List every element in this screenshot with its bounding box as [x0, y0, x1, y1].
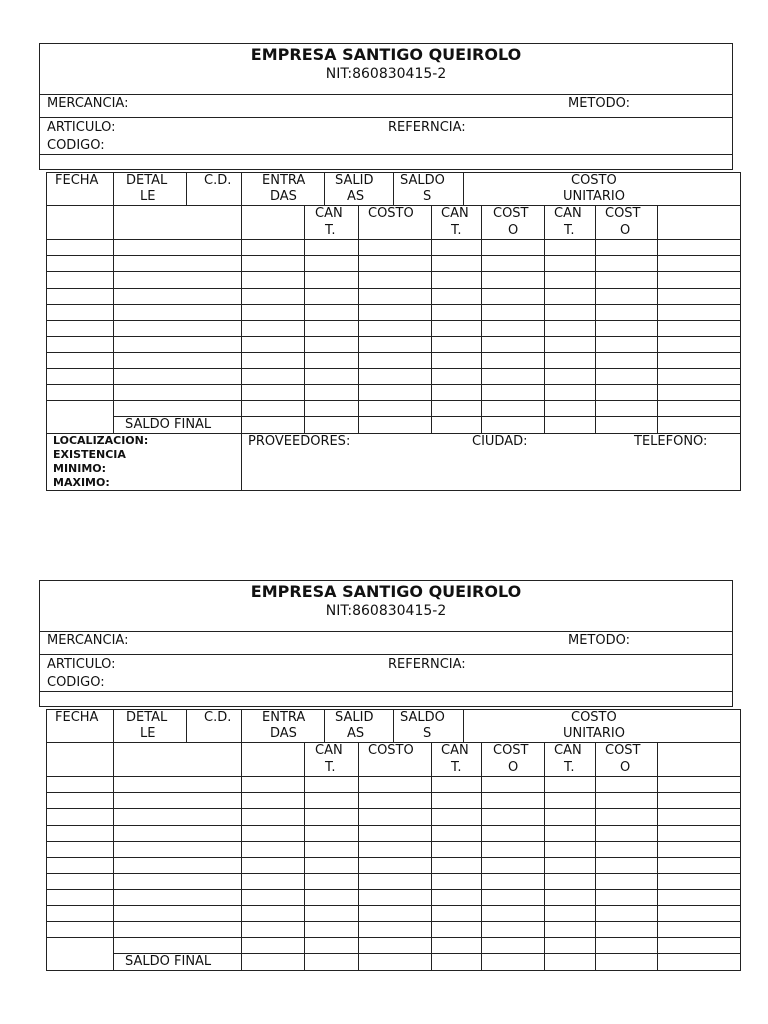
sub-costo: O: [508, 760, 519, 775]
col-entradas: ENTRA: [262, 710, 306, 725]
inventory-card-2: [0, 537, 768, 977]
company-nit: NIT:860830415-2: [325, 66, 447, 82]
sub-cant: T.: [451, 223, 462, 238]
articulo-label: ARTICULO:: [47, 120, 116, 135]
saldo-final-label: SALDO FINAL: [125, 417, 212, 432]
rule: [186, 709, 187, 742]
rule: [740, 709, 741, 971]
rule: [39, 631, 733, 632]
col-saldos: SALDO: [400, 710, 445, 725]
rule: [39, 654, 733, 655]
existencia-label: EXISTENCIA: [53, 448, 126, 461]
rule: [39, 117, 733, 118]
rule: [544, 742, 545, 970]
saldo-final-label: SALDO FINAL: [125, 954, 212, 969]
rule: [46, 490, 741, 491]
sub-costo: O: [620, 223, 631, 238]
sub-costo: O: [620, 760, 631, 775]
col-cd: C.D.: [204, 173, 232, 188]
sub-costo: O: [508, 223, 519, 238]
rule: [46, 776, 741, 777]
col-fecha: FECHA: [55, 710, 99, 725]
col-salidas: SALID: [335, 173, 374, 188]
ciudad-label: CIUDAD:: [472, 434, 528, 449]
rule: [304, 205, 305, 433]
rule: [46, 239, 741, 240]
rule: [46, 873, 741, 874]
company-name: EMPRESA SANTIGO QUEIROLO: [250, 45, 522, 64]
rule: [463, 709, 464, 742]
rule: [46, 709, 47, 971]
rule: [393, 172, 394, 205]
rule: [595, 742, 596, 970]
rule: [46, 921, 741, 922]
rule: [46, 970, 741, 971]
sub-costo: COSTO: [368, 743, 414, 758]
rule: [46, 368, 741, 369]
rule: [46, 792, 741, 793]
company-nit: NIT:860830415-2: [325, 603, 447, 619]
col-detalle: LE: [140, 726, 156, 741]
rule: [39, 43, 733, 44]
col-detalle: DETAL: [126, 710, 168, 725]
col-detalle: LE: [140, 189, 156, 204]
rule: [657, 205, 658, 433]
rule: [46, 857, 741, 858]
rule: [358, 742, 359, 970]
sub-cant: T.: [564, 760, 575, 775]
col-salidas: SALID: [335, 710, 374, 725]
col-salidas: AS: [347, 726, 365, 741]
rule: [657, 742, 658, 970]
inventory-card-1: [0, 0, 768, 500]
rule: [241, 709, 242, 970]
sub-cant: CAN: [554, 206, 582, 221]
rule: [544, 205, 545, 433]
rule: [113, 172, 114, 433]
col-fecha: FECHA: [55, 173, 99, 188]
company-name: EMPRESA SANTIGO QUEIROLO: [250, 582, 522, 601]
rule: [595, 205, 596, 433]
sub-costo: COST: [605, 206, 641, 221]
col-saldos: S: [423, 189, 432, 204]
col-entradas: DAS: [270, 189, 297, 204]
rule: [46, 336, 741, 337]
rule: [463, 172, 464, 205]
rule: [46, 255, 741, 256]
telefono-label: TELEFONO:: [634, 434, 708, 449]
col-costo-unitario: UNITARIO: [563, 726, 625, 741]
rule: [358, 205, 359, 433]
rule: [113, 709, 114, 970]
col-saldos: SALDO: [400, 173, 445, 188]
col-cd: C.D.: [204, 710, 232, 725]
col-costo-unitario: COSTO: [571, 710, 617, 725]
col-costo-unitario: UNITARIO: [563, 189, 625, 204]
rule: [46, 384, 741, 385]
sub-cant: T.: [451, 760, 462, 775]
rule: [324, 709, 325, 742]
sub-costo: COST: [493, 206, 529, 221]
sub-cant: T.: [325, 760, 336, 775]
sub-cant: CAN: [315, 206, 343, 221]
referencia-label: REFERNCIA:: [388, 120, 466, 135]
sub-costo: COST: [493, 743, 529, 758]
rule: [324, 172, 325, 205]
col-saldos: S: [423, 726, 432, 741]
minimo-label: MINIMO:: [53, 462, 107, 475]
codigo-label: CODIGO:: [47, 138, 105, 153]
col-detalle: DETAL: [126, 173, 168, 188]
articulo-label: ARTICULO:: [47, 657, 116, 672]
mercancia-label: MERCANCIA:: [47, 633, 129, 648]
rule: [39, 154, 733, 155]
sub-cant: CAN: [441, 743, 469, 758]
metodo-label: METODO:: [568, 96, 630, 111]
rule: [39, 706, 733, 707]
rule: [46, 320, 741, 321]
maximo-label: MAXIMO:: [53, 476, 110, 489]
sub-cant: T.: [564, 223, 575, 238]
rule: [431, 742, 432, 970]
rule: [241, 172, 242, 491]
sub-cant: CAN: [554, 743, 582, 758]
rule: [46, 937, 741, 938]
rule: [431, 205, 432, 433]
rule: [39, 169, 733, 170]
col-salidas: AS: [347, 189, 365, 204]
col-entradas: DAS: [270, 726, 297, 741]
sub-costo: COSTO: [368, 206, 414, 221]
proveedores-label: PROVEEDORES:: [248, 434, 351, 449]
rule: [46, 825, 741, 826]
rule: [46, 352, 741, 353]
mercancia-label: MERCANCIA:: [47, 96, 129, 111]
rule: [740, 172, 741, 491]
rule: [481, 742, 482, 970]
rule: [46, 841, 741, 842]
rule: [186, 172, 187, 205]
rule: [46, 288, 741, 289]
col-costo-unitario: COSTO: [571, 173, 617, 188]
metodo-label: METODO:: [568, 633, 630, 648]
rule: [46, 304, 741, 305]
rule: [46, 905, 741, 906]
codigo-label: CODIGO:: [47, 675, 105, 690]
referencia-label: REFERNCIA:: [388, 657, 466, 672]
col-entradas: ENTRA: [262, 173, 306, 188]
rule: [46, 172, 47, 491]
sub-cant: CAN: [441, 206, 469, 221]
localizacion-label: LOCALIZACION:: [53, 434, 149, 447]
sub-cant: T.: [325, 223, 336, 238]
rule: [46, 808, 741, 809]
rule: [39, 94, 733, 95]
rule: [46, 271, 741, 272]
rule: [46, 400, 741, 401]
rule: [39, 580, 733, 581]
rule: [39, 691, 733, 692]
sub-costo: COST: [605, 743, 641, 758]
rule: [46, 889, 741, 890]
rule: [393, 709, 394, 742]
rule: [481, 205, 482, 433]
sub-cant: CAN: [315, 743, 343, 758]
rule: [304, 742, 305, 970]
